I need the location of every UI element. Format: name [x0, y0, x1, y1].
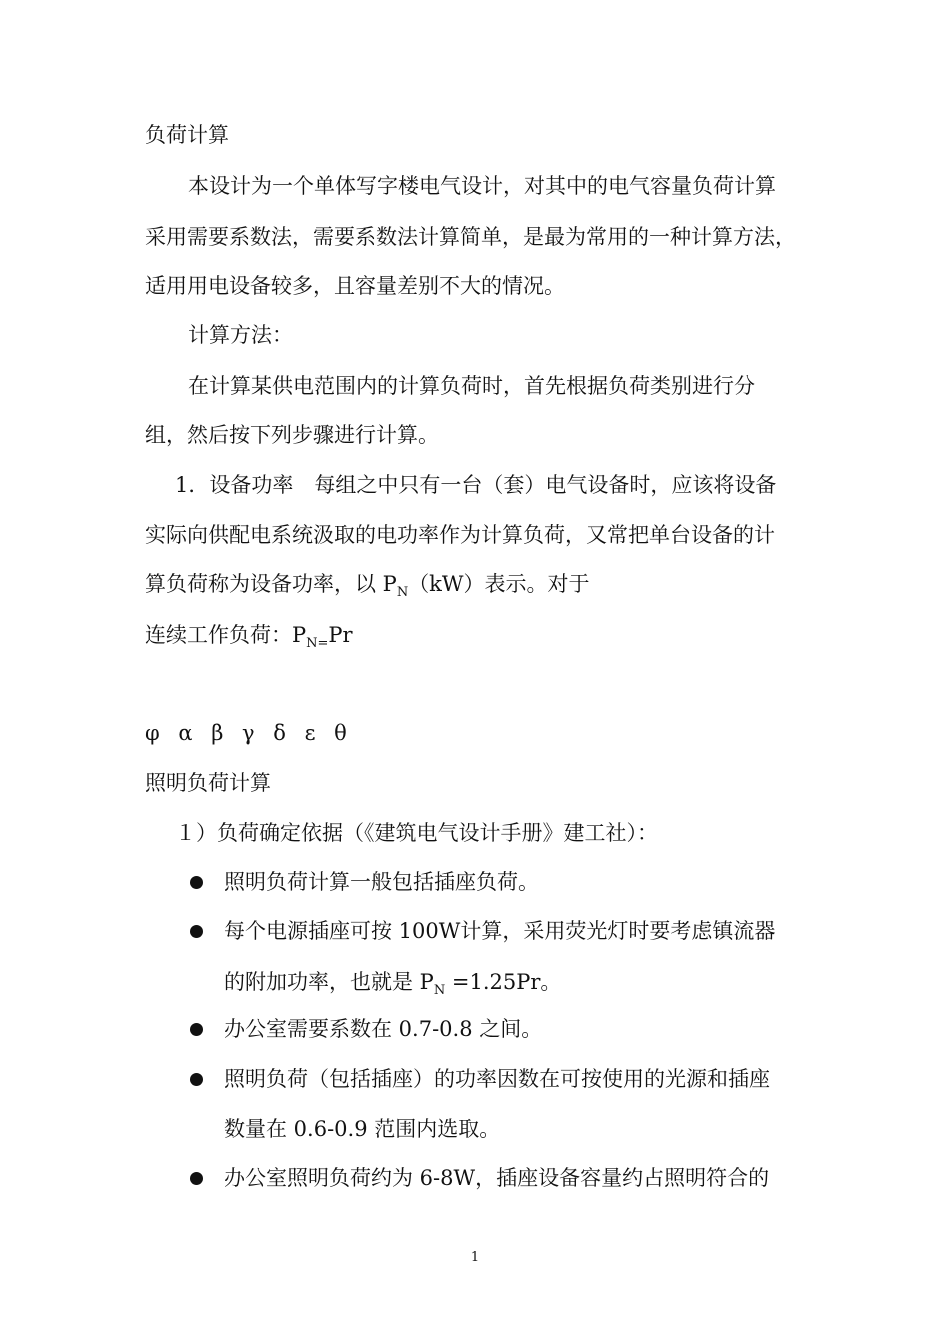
text: 连续工作负荷：P [145, 623, 307, 647]
bullet-item: 照明负荷（包括插座）的功率因数在可按使用的光源和插座 [224, 1067, 770, 1091]
text: =1.25Pr。 [445, 970, 562, 994]
subscript: N= [306, 636, 329, 651]
page-number: 1 [470, 1250, 480, 1265]
bullet-item [224, 967, 561, 997]
bullet-item: 办公室照明负荷约为 6-8W，插座设备容量约占照明符合的 [224, 1166, 770, 1190]
subscript: N [396, 585, 409, 600]
bullet-icon [190, 1172, 203, 1185]
bullet-icon [190, 876, 203, 889]
continuous-load-formula [145, 620, 353, 650]
bullet-item: 照明负荷计算一般包括插座负荷。 [224, 870, 539, 894]
item-line: 1．设备功率 每组之中只有一台（套）电气设备时，应该将设备 [175, 473, 777, 497]
text: （kW）表示。对于 [408, 572, 590, 596]
lighting-heading: 照明负荷计算 [145, 771, 271, 795]
calc-method-label: 计算方法： [188, 323, 293, 347]
item-line: 实际向供配电系统汲取的电功率作为计算负荷，又常把单台设备的计 [145, 523, 775, 547]
bullet-icon [190, 1073, 203, 1086]
text: 的附加功率，也就是 P [224, 970, 434, 994]
basis-line: １）负荷确定依据（《建筑电气设计手册》建工社）： [175, 821, 658, 845]
subscript: N [433, 983, 446, 998]
paragraph-line: 在计算某供电范围内的计算负荷时，首先根据负荷类别进行分 [188, 374, 755, 398]
paragraph-line: 组，然后按下列步骤进行计算。 [145, 423, 439, 447]
section-heading: 负荷计算 [145, 123, 229, 147]
bullet-icon [190, 925, 203, 938]
text: Pr [328, 623, 353, 647]
greek-symbols: φ α β γ δ ε θ [145, 721, 353, 745]
bullet-item: 数量在 0.6-0.9 范围内选取。 [224, 1117, 501, 1141]
paragraph-line: 本设计为一个单体写字楼电气设计，对其中的电气容量负荷计算 [188, 174, 776, 198]
bullet-item: 办公室需要系数在 0.7-0.8 之间。 [224, 1017, 543, 1041]
bullet-icon [190, 1023, 203, 1036]
paragraph-line: 适用用电设备较多，且容量差别不大的情况。 [145, 274, 565, 298]
item-line [145, 569, 590, 599]
paragraph-line: 采用需要系数法，需要系数法计算简单，是最为常用的一种计算方法， [145, 225, 796, 249]
text: 算负荷称为设备功率，以 P [145, 572, 397, 596]
bullet-item: 每个电源插座可按 100W计算，采用荧光灯时要考虑镇流器 [224, 919, 776, 943]
